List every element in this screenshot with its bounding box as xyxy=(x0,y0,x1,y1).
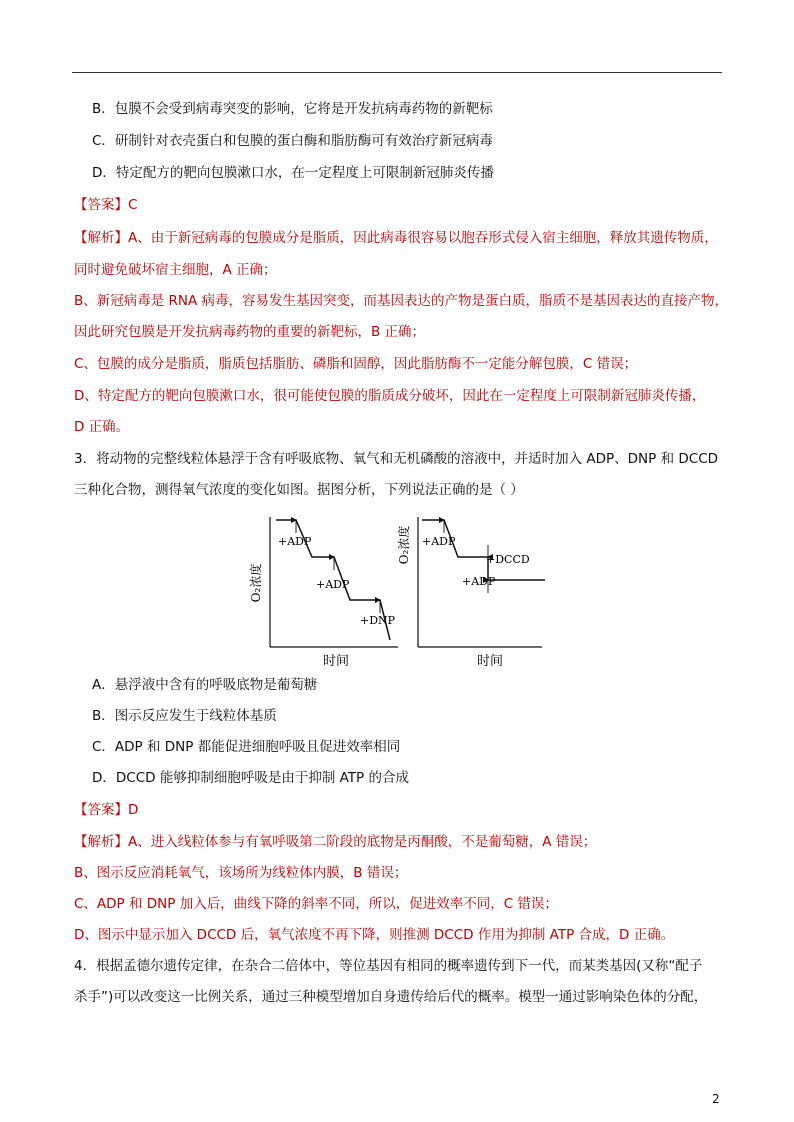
right-y-label: O₂浓度 xyxy=(397,525,411,565)
left-label-dnp: +DNP xyxy=(360,614,396,627)
left-label-adp-2: +ADP xyxy=(316,578,350,591)
explanation-q2-d-line1: D、特定配方的靶向包膜漱口水，很可能使包膜的脂质成分破坏，因此在一定程度上可限制新冠肺炎传播， xyxy=(74,388,706,404)
explanation-q3-a: 【解析】A、进入线粒体参与有氧呼吸第二阶段的底物是丙酮酸，不是葡萄糖，A 错误； xyxy=(74,834,597,850)
explanation-q2-a-line2: 同时避免破坏宿主细胞，A 正确； xyxy=(74,262,277,278)
question-3-line1: 3．将动物的完整线粒体悬浮于含有呼吸底物、氧气和无机磷酸的溶液中，并适时加入 ADP、DNP 和 DCCD xyxy=(74,451,719,467)
question-4-line1: 4．根据孟德尔遗传定律，在杂合二倍体中，等位基因有相同的概率遗传到下一代，而某类基因(又称“配子 xyxy=(74,958,703,974)
option-b-q3: B．图示反应发生于线粒体基质 xyxy=(92,708,277,724)
option-d-q3: D．DCCD 能够抑制细胞呼吸是由于抑制 ATP 的合成 xyxy=(92,770,409,786)
option-c-q3: C．ADP 和 DNP 都能促进细胞呼吸且促进效率相同 xyxy=(92,739,401,755)
right-x-label: 时间 xyxy=(476,654,504,669)
option-c-q2: C．研制针对衣壳蛋白和包膜的蛋白酶和脂肪酶可有效治疗新冠病毒 xyxy=(92,133,493,149)
answer-q2: 【答案】C xyxy=(74,197,138,213)
explanation-q3-c: C、ADP 和 DNP 加入后，曲线下降的斜率不同，所以，促进效率不同，C 错误； xyxy=(74,896,558,912)
question-3-line2: 三种化合物，测得氧气浓度的变化如图。据图分析，下列说法正确的是（ ） xyxy=(74,482,524,498)
explanation-q2-d-line2: D 正确。 xyxy=(74,419,130,435)
left-y-label: O₂浓度 xyxy=(249,563,263,603)
explanation-q2-b-line1: B、新冠病毒是 RNA 病毒，容易发生基因突变，而基因表达的产物是蛋白质，脂质不是基因表达的直接产物， xyxy=(74,293,729,309)
left-x-label: 时间 xyxy=(322,654,350,669)
right-label-dccd: +DCCD xyxy=(486,553,530,566)
right-curve xyxy=(422,520,545,580)
right-graph xyxy=(396,517,545,669)
explanation-q2-a-line1: 【解析】A、由于新冠病毒的包膜成分是脂质，因此病毒很容易以胞吞形式侵入宿主细胞，释放其遗传物质， xyxy=(74,230,718,246)
option-b-q2: B．包膜不会受到病毒突变的影响，它将是开发抗病毒药物的新靶标 xyxy=(92,101,493,117)
explanation-q2-c: C、包膜的成分是脂质，脂质包括脂肪、磷脂和固醇，因此脂肪酶不一定能分解包膜，C 错误； xyxy=(74,356,638,372)
page-number: 2 xyxy=(712,1092,720,1106)
right-label-adp-1: +ADP xyxy=(422,535,456,548)
option-d-q2: D．特定配方的靶向包膜漱口水，在一定程度上可限制新冠肺炎传播 xyxy=(92,165,494,181)
explanation-q3-d: D、图示中显示加入 DCCD 后，氧气浓度不再下降，则推测 DCCD 作用为抑制 ATP 合成，D 正确。 xyxy=(74,927,675,943)
explanation-q2-b-line2: 因此研究包膜是开发抗病毒药物的重要的新靶标，B 正确； xyxy=(74,324,426,340)
answer-q3: 【答案】D xyxy=(74,802,139,818)
right-label-adp-2: +ADP xyxy=(462,575,496,588)
left-label-adp-1: +ADP xyxy=(278,535,312,548)
header-rule xyxy=(72,72,722,73)
explanation-q3-b: B、图示反应消耗氧气，该场所为线粒体内膜，B 错误； xyxy=(74,865,408,881)
question-4-line2: 杀手”)可以改变这一比例关系，通过三种模型增加自身遗传给后代的概率。模型一通过影响染色体的分配， xyxy=(74,989,708,1005)
oxygen-concentration-figure xyxy=(240,505,560,673)
left-graph xyxy=(248,517,398,669)
option-a-q3: A．悬浮液中含有的呼吸底物是葡萄糖 xyxy=(92,677,318,693)
